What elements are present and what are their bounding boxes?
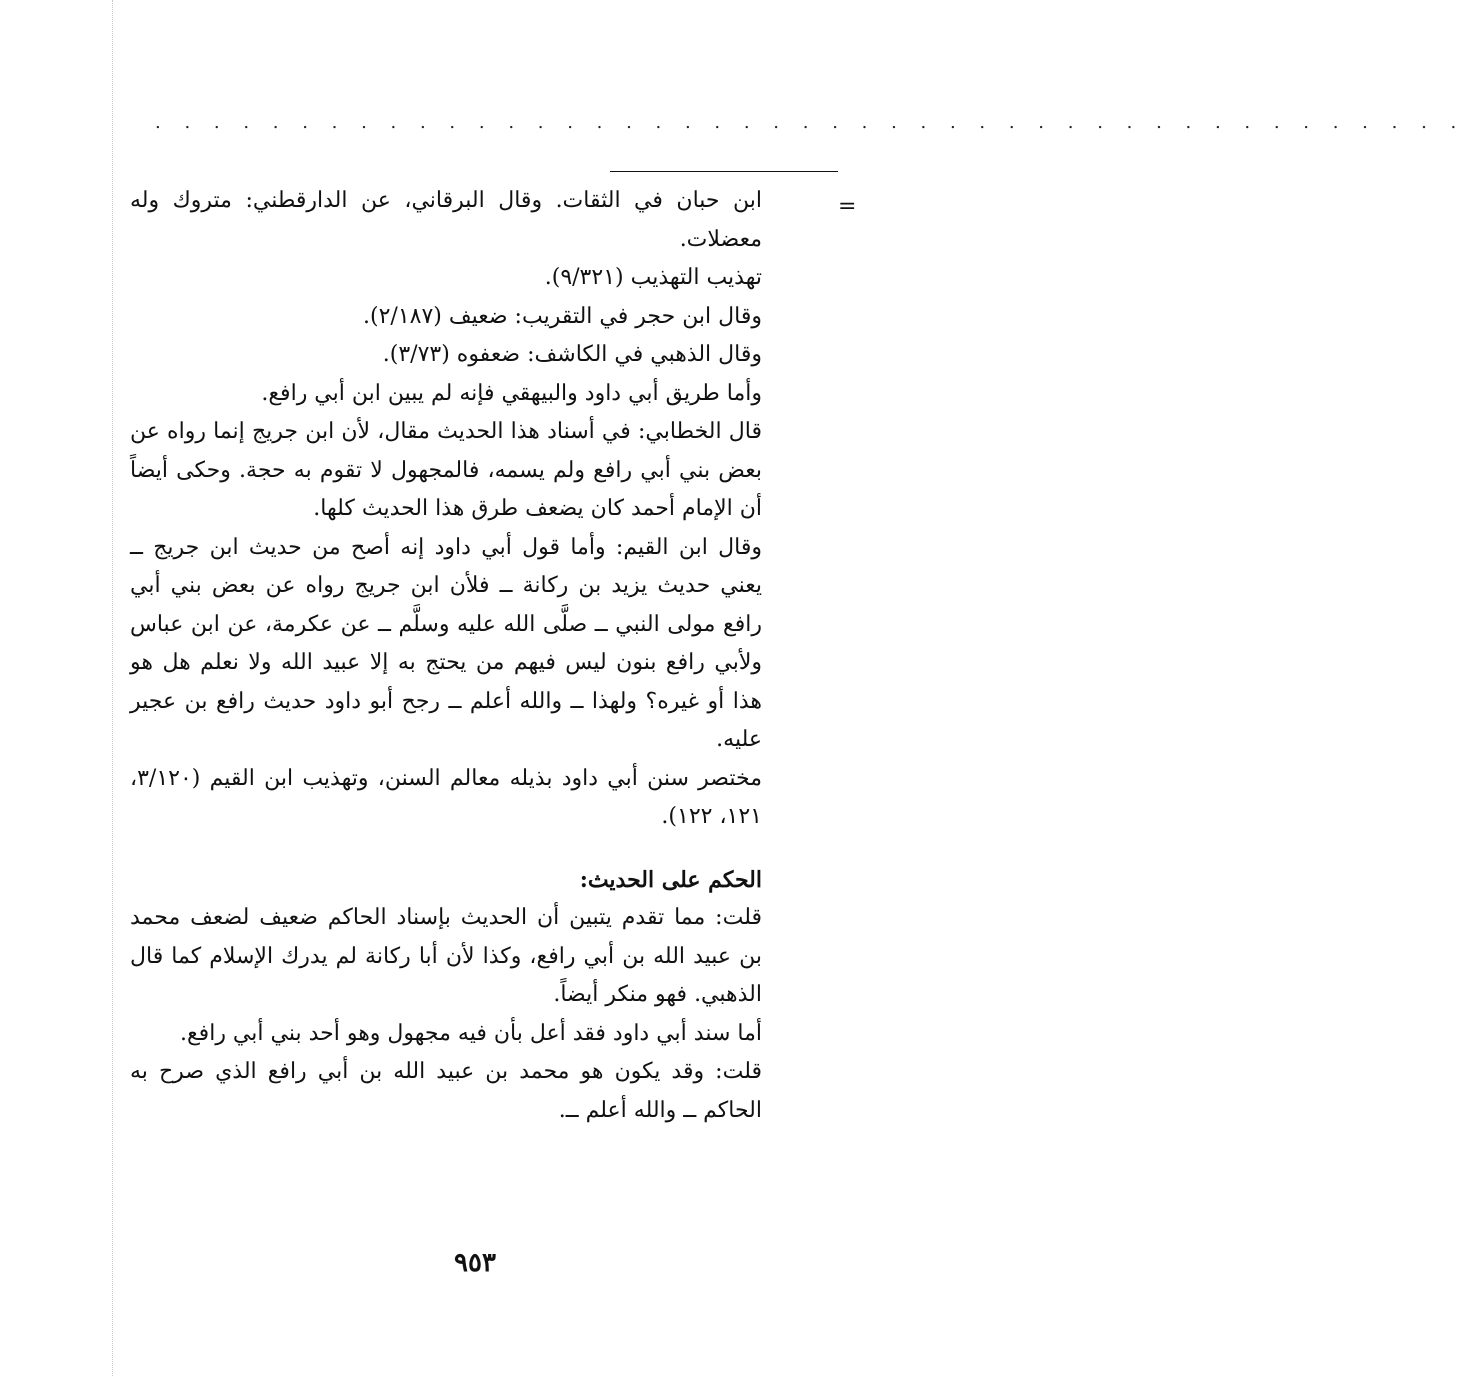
footnote-line-2: تهذيب التهذيب (٩/٣٢١). — [544, 265, 762, 290]
ruling-paragraph-1: قلت: مما تقدم يتبين أن الحديث بإسناد الحاكم ضعيف لضعف محمد بن عبيد الله بن أبي رافع، وكذا لأن أبا ركانة لم يدرك الإسلام كما قال الذهبي. فهو منكر أيضاً. — [130, 905, 762, 1007]
footnote-reference: مختصر سنن أبي داود بذيله معالم السنن، وتهذيب ابن القيم (٣/١٢٠، ١٢١، ١٢٢). — [130, 765, 762, 829]
ruling-paragraph-3: قلت: وقد يكون هو محمد بن عبيد الله بن أبي رافع الذي صرح به الحاكم ــ والله أعلم ــ. — [130, 1059, 762, 1123]
footnote-khattabi: قال الخطابي: في أسناد هذا الحديث مقال، لأن ابن جريج إنما رواه عن بعض بني أبي رافع ولم يسمه، فالمجهول لا تقوم به حجة. وحكى أيضاً أن الإمام أحمد كان يضعف طرق هذا الحديث كلها. — [130, 419, 762, 521]
section-gap — [130, 837, 762, 861]
footnote-line-1: ابن حبان في الثقات. وقال البرقاني، عن الدارقطني: متروك وله معضلات. — [130, 188, 762, 252]
margin-guide — [112, 0, 113, 1376]
ellipsis-separator: . . . . . . . . . . . . . . . . . . . . . . . . . . . . . . . . . . . . . . . . . . . . . — [155, 112, 1465, 133]
page-body — [130, 182, 762, 1130]
ruling-heading: الحكم على الحديث: — [579, 866, 762, 893]
page-number: ٩٥٣ — [454, 1248, 496, 1278]
footnote-rule — [610, 171, 838, 172]
footnote-line-5: وأما طريق أبي داود والبيهقي فإنه لم يبين ابن أبي رافع. — [261, 380, 762, 406]
footnote-ibn-qayyim: وقال ابن القيم: وأما قول أبي داود إنه أصح من حديث ابن جريج ــ يعني حديث يزيد بن ركانة ــ فلأن ابن جريج رواه عن بعض بني أبي رافع مولى النبي ــ صلَّى الله عليه وسلَّم ــ عن عكرمة، عن ابن عباس ولأبي رافع بنون ليس فيهم من يحتج به إلا عبيد الله ولا نعلم هل هو هذا أو غيره؟ ولهذا ــ والله أعلم ــ رجح أبو داود حديث رافع بن عجير عليه. — [130, 534, 762, 752]
footnote-line-4: وقال الذهبي في الكاشف: ضعفوه (٣/٧٣). — [382, 342, 762, 367]
ruling-paragraph-2: أما سند أبي داود فقد أعل بأن فيه مجهول وهو أحد بني أبي رافع. — [179, 1020, 762, 1046]
continuation-mark: = — [838, 194, 857, 219]
footnote-line-3: وقال ابن حجر في التقريب: ضعيف (٢/١٨٧). — [363, 303, 762, 329]
